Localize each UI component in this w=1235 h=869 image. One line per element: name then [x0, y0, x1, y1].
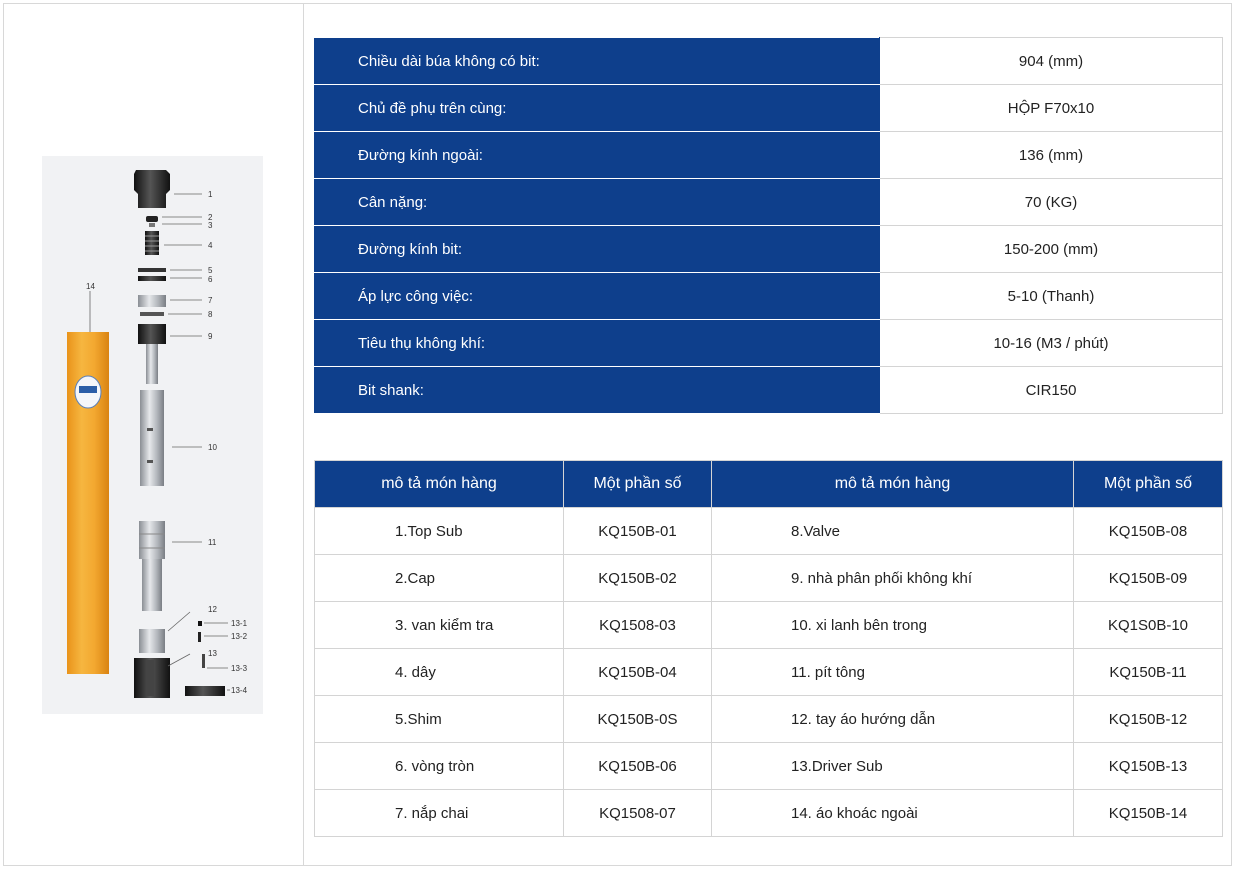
spec-label: Đường kính bit: [315, 226, 880, 273]
callout-13: 13 [208, 649, 217, 658]
callout-9: 9 [208, 332, 213, 341]
part-number: KQ150B-01 [564, 508, 712, 555]
spec-value: 904 (mm) [880, 38, 1223, 85]
table-row [315, 602, 1223, 649]
part-number: KQ150B-0S [564, 696, 712, 743]
callout-10: 10 [208, 443, 217, 452]
part-description: 3. van kiểm tra [315, 602, 564, 649]
table-row [315, 508, 1223, 555]
table-row [315, 649, 1223, 696]
part-description: 8.Valve [712, 508, 1074, 555]
spec-label: Chiều dài búa không có bit: [315, 38, 880, 85]
part-number: KQ150B-12 [1074, 696, 1223, 743]
callout-13-1: 13-1 [231, 619, 248, 628]
spec-row [315, 273, 1223, 320]
part-number: KQ150B-06 [564, 743, 712, 790]
inner-cylinder-icon [140, 390, 164, 486]
spec-value: 5-10 (Thanh) [880, 273, 1223, 320]
table-row [315, 743, 1223, 790]
callout-8: 8 [208, 310, 213, 319]
callout-11: 11 [208, 538, 217, 547]
part-description: 5.Shim [315, 696, 564, 743]
bottle-cap-icon [138, 295, 166, 307]
guide-sleeve-icon [139, 629, 165, 653]
callout-12: 12 [208, 605, 217, 614]
spec-label: Bit shank: [315, 367, 880, 414]
callout-13-3: 13-3 [231, 664, 248, 673]
part-description: 12. tay áo hướng dẫn [712, 696, 1074, 743]
spec-value: 150-200 (mm) [880, 226, 1223, 273]
outer-casing-icon [67, 332, 109, 674]
part-number: KQ150B-14 [1074, 790, 1223, 837]
part-number: KQ150B-11 [1074, 649, 1223, 696]
spec-value: CIR150 [880, 367, 1223, 414]
part-description: 2.Cap [315, 555, 564, 602]
part-number: KQ150B-13 [1074, 743, 1223, 790]
header-part-number: Một phần số [1074, 461, 1223, 508]
spec-label: Tiêu thụ không khí: [315, 320, 880, 367]
spec-value: 70 (KG) [880, 179, 1223, 226]
spec-label: Cân nặng: [315, 179, 880, 226]
part-description: 11. pít tông [712, 649, 1074, 696]
callout-2: 2 [208, 213, 213, 222]
callout-6: 6 [208, 275, 213, 284]
part-description: 4. dây [315, 649, 564, 696]
part-description: 13.Driver Sub [712, 743, 1074, 790]
part-number: KQ150B-09 [1074, 555, 1223, 602]
callout-7: 7 [208, 296, 213, 305]
part-description: 10. xi lanh bên trong [712, 602, 1074, 649]
table-row [315, 790, 1223, 837]
part-description: 6. vòng tròn [315, 743, 564, 790]
table-row [315, 696, 1223, 743]
spring-icon [145, 231, 159, 255]
exploded-parts-diagram [42, 156, 263, 714]
top-sub-icon [134, 170, 170, 208]
cap-icon [146, 216, 158, 227]
spec-label: Áp lực công việc: [315, 273, 880, 320]
part-number: KQ150B-08 [1074, 508, 1223, 555]
callout-4: 4 [208, 241, 213, 250]
spec-row [315, 320, 1223, 367]
part-description: 1.Top Sub [315, 508, 564, 555]
header-part-number: Một phần số [564, 461, 712, 508]
spec-row [315, 179, 1223, 226]
spec-value: 10-16 (M3 / phút) [880, 320, 1223, 367]
part-description: 9. nhà phân phối không khí [712, 555, 1074, 602]
callout-13-2: 13-2 [231, 632, 248, 641]
part-number: KQ1508-07 [564, 790, 712, 837]
valve-icon [140, 312, 164, 316]
part-description: 14. áo khoác ngoài [712, 790, 1074, 837]
column-divider [303, 3, 304, 866]
part-number: KQ1S0B-10 [1074, 602, 1223, 649]
spec-label: Chủ đề phụ trên cùng: [315, 85, 880, 132]
callout-3: 3 [208, 221, 213, 230]
shim-icon [138, 268, 166, 281]
callout-13-4: 13-4 [231, 686, 248, 695]
spec-value: HỘP F70x10 [880, 85, 1223, 132]
spec-value: 136 (mm) [880, 132, 1223, 179]
part-description: 7. nắp chai [315, 790, 564, 837]
spec-row [315, 226, 1223, 273]
piston-icon [139, 521, 165, 611]
part-number: KQ150B-04 [564, 649, 712, 696]
air-distributor-icon [138, 324, 166, 384]
header-description: mô tả món hàng [315, 461, 564, 508]
specifications-table [314, 37, 1223, 414]
callout-1: 1 [208, 190, 213, 199]
spec-label: Đường kính ngoài: [315, 132, 880, 179]
parts-list-table [314, 460, 1223, 837]
table-row [315, 555, 1223, 602]
callout-14: 14 [86, 282, 95, 291]
driver-sub-components-icon [185, 621, 225, 696]
spec-row [315, 132, 1223, 179]
callout-5: 5 [208, 266, 213, 275]
parts-header-row [315, 461, 1223, 508]
part-number: KQ150B-02 [564, 555, 712, 602]
spec-row [315, 85, 1223, 132]
driver-sub-icon [134, 658, 170, 698]
header-description: mô tả món hàng [712, 461, 1074, 508]
spec-row [315, 38, 1223, 85]
spec-row [315, 367, 1223, 414]
part-number: KQ1508-03 [564, 602, 712, 649]
